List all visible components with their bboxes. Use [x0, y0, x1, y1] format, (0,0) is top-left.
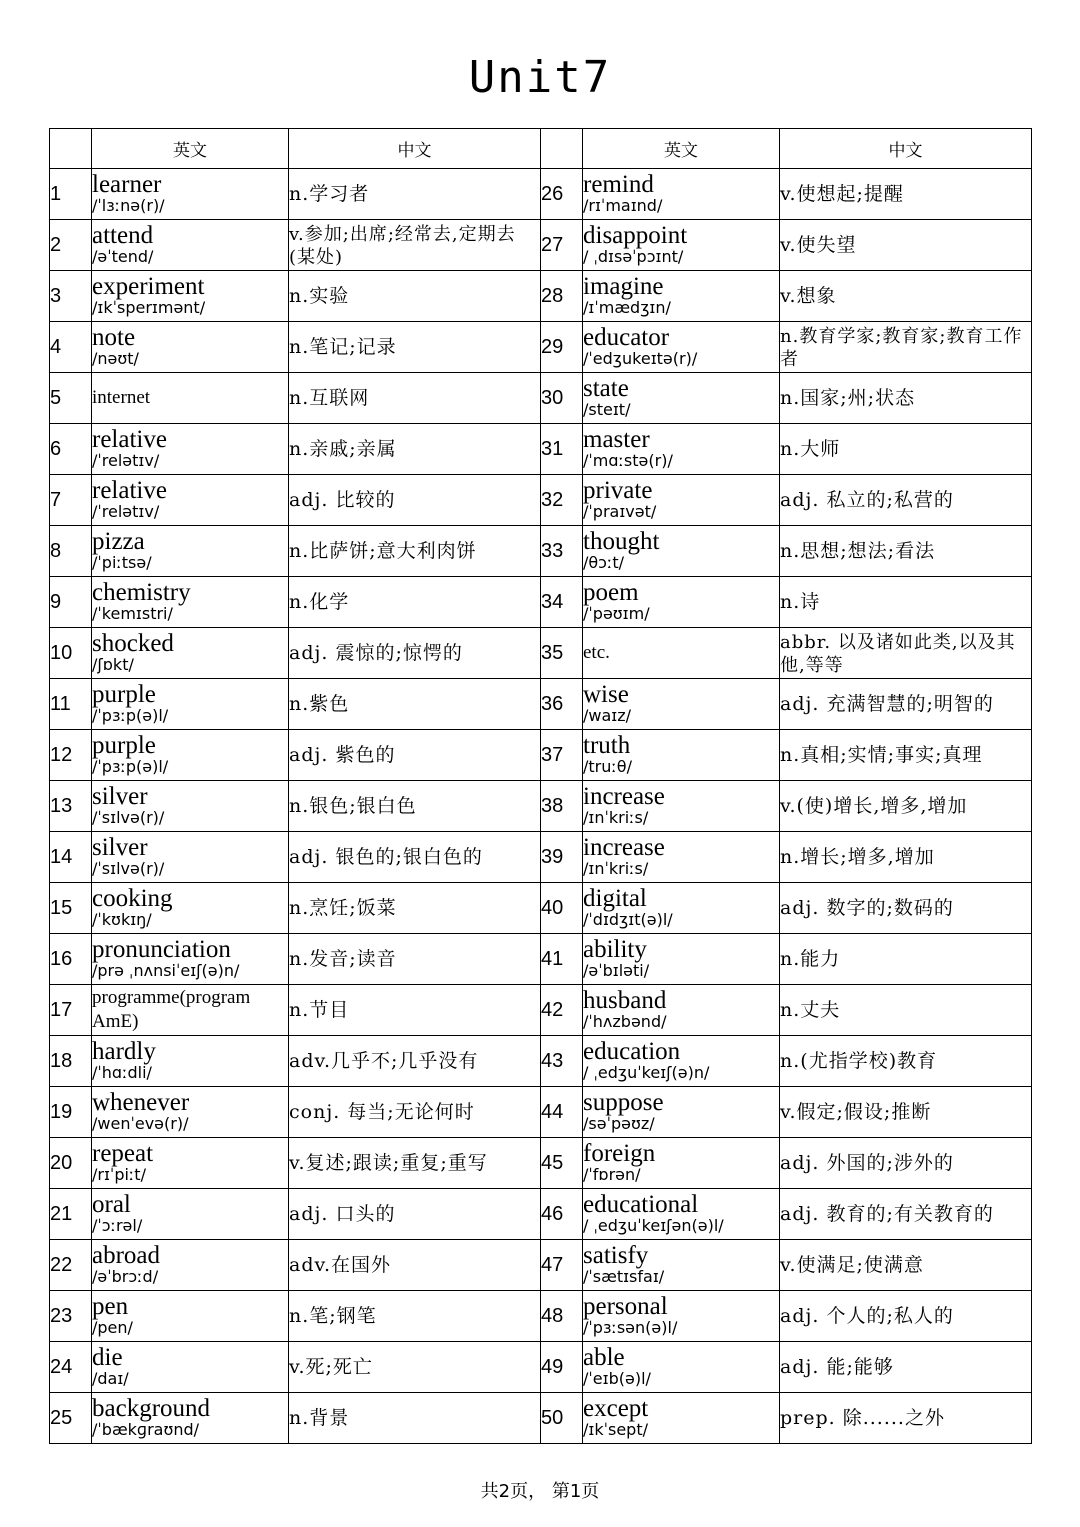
entry-word-cell	[583, 1036, 780, 1087]
entry-word: oral	[92, 1191, 131, 1218]
header-num-left	[50, 129, 92, 169]
table-row	[50, 1189, 1032, 1240]
entry-number: 28	[541, 271, 583, 322]
entry-phonetic: /ɪkˈsept/	[583, 1420, 648, 1439]
entry-word: poem	[583, 579, 639, 606]
entry-meaning: n.背景	[289, 1393, 541, 1444]
entry-word: pen	[92, 1293, 129, 1320]
entry-word-cell	[583, 628, 780, 679]
entry-phonetic: /ˈedʒukeɪtə(r)/	[583, 349, 698, 368]
entry-number: 19	[50, 1087, 92, 1138]
entry-meaning: n.亲戚;亲属	[289, 424, 541, 475]
entry-word-cell	[583, 1189, 780, 1240]
entry-number: 1	[50, 169, 92, 220]
entry-meaning: n.教育学家;教育家;教育工作者	[780, 322, 1032, 373]
table-row	[50, 475, 1032, 526]
entry-word-cell	[583, 220, 780, 271]
table-row	[50, 169, 1032, 220]
entry-number: 46	[541, 1189, 583, 1240]
entry-number: 41	[541, 934, 583, 985]
entry-meaning: adj. 紫色的	[289, 730, 541, 781]
entry-phonetic: /ˈpəʊɪm/	[583, 604, 650, 623]
entry-word: increase	[583, 783, 665, 810]
entry-phonetic: /ˈmɑːstə(r)/	[583, 451, 673, 470]
entry-word-cell	[583, 1393, 780, 1444]
entry-phonetic: /nəʊt/	[92, 349, 139, 368]
entry-word-cell	[92, 1240, 289, 1291]
entry-word: abroad	[92, 1242, 161, 1269]
table-row	[50, 985, 1032, 1036]
entry-phonetic: /ˈdɪdʒɪt(ə)l/	[583, 910, 673, 929]
entry-word-cell	[583, 577, 780, 628]
entry-word-cell	[92, 475, 289, 526]
entry-number: 50	[541, 1393, 583, 1444]
entry-word-cell	[92, 373, 289, 424]
entry-word-cell	[583, 934, 780, 985]
entry-meaning: n.紫色	[289, 679, 541, 730]
entry-meaning: adj. 比较的	[289, 475, 541, 526]
entry-word-cell	[583, 475, 780, 526]
entry-meaning: n.笔;钢笔	[289, 1291, 541, 1342]
table-row	[50, 679, 1032, 730]
entry-meaning: n.思想;想法;看法	[780, 526, 1032, 577]
entry-number: 20	[50, 1138, 92, 1189]
entry-word-cell	[92, 832, 289, 883]
table-row	[50, 526, 1032, 577]
entry-phonetic: /truːθ/	[583, 757, 632, 776]
entry-word-cell	[583, 1138, 780, 1189]
entry-word-cell	[583, 781, 780, 832]
entry-number: 15	[50, 883, 92, 934]
entry-word-cell	[92, 1087, 289, 1138]
entry-phonetic: /əˈbɪləti/	[583, 961, 650, 980]
entry-word-cell	[92, 526, 289, 577]
entry-number: 35	[541, 628, 583, 679]
entry-meaning: adj. 口头的	[289, 1189, 541, 1240]
entry-number: 26	[541, 169, 583, 220]
entry-meaning: n.发音;读音	[289, 934, 541, 985]
entry-number: 43	[541, 1036, 583, 1087]
entry-meaning: prep. 除......之外	[780, 1393, 1032, 1444]
entry-word: imagine	[583, 273, 664, 300]
table-row	[50, 424, 1032, 475]
entry-word-cell	[92, 628, 289, 679]
entry-phonetic: /ˈpɜːp(ə)l/	[92, 706, 169, 725]
entry-meaning: adj. 个人的;私人的	[780, 1291, 1032, 1342]
entry-meaning: n.学习者	[289, 169, 541, 220]
entry-number: 4	[50, 322, 92, 373]
entry-word: thought	[583, 528, 660, 555]
entry-meaning: conj. 每当;无论何时	[289, 1087, 541, 1138]
entry-word: background	[92, 1395, 211, 1422]
entry-word-cell	[583, 1342, 780, 1393]
entry-phonetic: /ˈɔːrəl/	[92, 1216, 143, 1235]
entry-word: internet	[92, 387, 151, 408]
table-row	[50, 577, 1032, 628]
entry-meaning: v.使满足;使满意	[780, 1240, 1032, 1291]
entry-word-cell	[583, 526, 780, 577]
entry-word: whenever	[92, 1089, 190, 1116]
entry-phonetic: /wenˈevə(r)/	[92, 1114, 189, 1133]
entry-word-cell	[583, 679, 780, 730]
entry-phonetic: /ɪnˈkriːs/	[583, 859, 649, 878]
entry-meaning: adj. 能;能够	[780, 1342, 1032, 1393]
entry-number: 31	[541, 424, 583, 475]
entry-meaning: v.(使)增长,增多,增加	[780, 781, 1032, 832]
table-row	[50, 271, 1032, 322]
entry-meaning: n.(尤指学校)教育	[780, 1036, 1032, 1087]
entry-phonetic: /ˈpɜːsən(ə)l/	[583, 1318, 678, 1337]
entry-number: 6	[50, 424, 92, 475]
entry-word: foreign	[583, 1140, 656, 1167]
table-row	[50, 220, 1032, 271]
entry-word-cell	[583, 424, 780, 475]
entry-phonetic: /ˈpɜːp(ə)l/	[92, 757, 169, 776]
entry-meaning: adj. 教育的;有关教育的	[780, 1189, 1032, 1240]
table-row	[50, 1240, 1032, 1291]
table-row	[50, 628, 1032, 679]
entry-phonetic: /səˈpəʊz/	[583, 1114, 655, 1133]
entry-phonetic: / ˌedʒuˈkeɪʃ(ə)n/	[583, 1063, 710, 1082]
header-chinese-right: 中文	[780, 129, 1032, 169]
entry-word-cell	[92, 271, 289, 322]
entry-word: hardly	[92, 1038, 156, 1065]
table-row	[50, 934, 1032, 985]
entry-word: satisfy	[583, 1242, 649, 1269]
entry-meaning: v.使想起;提醒	[780, 169, 1032, 220]
entry-word: truth	[583, 732, 631, 759]
entry-meaning: n.节目	[289, 985, 541, 1036]
entry-meaning: n.国家;州;状态	[780, 373, 1032, 424]
entry-word-cell	[92, 1393, 289, 1444]
entry-phonetic: /ˈlɜːnə(r)/	[92, 196, 165, 215]
entry-word: purple	[92, 681, 156, 708]
entry-phonetic: /ˈkemɪstri/	[92, 604, 173, 623]
table-row	[50, 883, 1032, 934]
entry-meaning: v.参加;出席;经常去,定期去(某处)	[289, 220, 541, 271]
entry-word: state	[583, 375, 629, 402]
entry-word-cell	[583, 1087, 780, 1138]
entry-word-cell	[583, 322, 780, 373]
header-row	[50, 129, 1032, 169]
entry-word: relative	[92, 477, 167, 504]
entry-word-cell	[583, 730, 780, 781]
entry-meaning: v.假定;假设;推断	[780, 1087, 1032, 1138]
entry-meaning: n.实验	[289, 271, 541, 322]
entry-phonetic: /ʃɒkt/	[92, 655, 134, 674]
entry-number: 17	[50, 985, 92, 1036]
entry-number: 40	[541, 883, 583, 934]
table-row	[50, 373, 1032, 424]
entry-word: purple	[92, 732, 156, 759]
entry-word: ability	[583, 936, 647, 963]
entry-number: 36	[541, 679, 583, 730]
entry-meaning: adj. 银色的;银白色的	[289, 832, 541, 883]
entry-word: etc.	[583, 642, 610, 663]
entry-word: digital	[583, 885, 647, 912]
entry-word-cell	[583, 832, 780, 883]
entry-meaning: adj. 震惊的;惊愕的	[289, 628, 541, 679]
entry-word: personal	[583, 1293, 668, 1320]
entry-word-cell	[92, 1189, 289, 1240]
entry-phonetic: /daɪ/	[92, 1369, 129, 1388]
vocabulary-table	[49, 128, 1032, 1444]
entry-phonetic: /ˈpiːtsə/	[92, 553, 152, 572]
entry-number: 33	[541, 526, 583, 577]
entry-phonetic: /waɪz/	[583, 706, 632, 725]
entry-word: repeat	[92, 1140, 154, 1167]
entry-number: 23	[50, 1291, 92, 1342]
header-english-right: 英文	[583, 129, 780, 169]
table-row	[50, 1138, 1032, 1189]
entry-word: attend	[92, 222, 154, 249]
entry-number: 27	[541, 220, 583, 271]
table-row	[50, 1036, 1032, 1087]
entry-phonetic: /əˈtend/	[92, 247, 154, 266]
entry-phonetic: /pen/	[92, 1318, 133, 1337]
header-english-left: 英文	[92, 129, 289, 169]
header-num-right	[541, 129, 583, 169]
entry-number: 47	[541, 1240, 583, 1291]
entry-word-cell	[92, 679, 289, 730]
entry-meaning: v.使失望	[780, 220, 1032, 271]
entry-number: 7	[50, 475, 92, 526]
entry-meaning: v.想象	[780, 271, 1032, 322]
entry-word: cooking	[92, 885, 173, 912]
entry-phonetic: /θɔːt/	[583, 553, 625, 572]
entry-number: 25	[50, 1393, 92, 1444]
entry-word: pizza	[92, 528, 145, 555]
entry-phonetic: /ˈpraɪvət/	[583, 502, 657, 521]
entry-meaning: adj. 私立的;私营的	[780, 475, 1032, 526]
entry-number: 11	[50, 679, 92, 730]
entry-number: 2	[50, 220, 92, 271]
entry-phonetic: /ˈsɪlvə(r)/	[92, 859, 165, 878]
entry-meaning: n.能力	[780, 934, 1032, 985]
entry-number: 49	[541, 1342, 583, 1393]
entry-number: 9	[50, 577, 92, 628]
entry-word-cell	[583, 985, 780, 1036]
entry-word-cell	[92, 1291, 289, 1342]
entry-word: except	[583, 1395, 649, 1422]
entry-phonetic: /ˈrelətɪv/	[92, 451, 160, 470]
entry-meaning: n.真相;实情;事实;真理	[780, 730, 1032, 781]
entry-number: 48	[541, 1291, 583, 1342]
entry-meaning: n.化学	[289, 577, 541, 628]
entry-meaning: n.增长;增多,增加	[780, 832, 1032, 883]
entry-phonetic: /prə ˌnʌnsiˈeɪʃ(ə)n/	[92, 961, 240, 980]
entry-word: shocked	[92, 630, 174, 657]
entry-word: master	[583, 426, 650, 453]
entry-number: 21	[50, 1189, 92, 1240]
entry-number: 44	[541, 1087, 583, 1138]
entry-meaning: abbr. 以及诸如此类,以及其他,等等	[780, 628, 1032, 679]
entry-number: 8	[50, 526, 92, 577]
entry-meaning: adj. 充满智慧的;明智的	[780, 679, 1032, 730]
entry-word: education	[583, 1038, 681, 1065]
table-row	[50, 781, 1032, 832]
entry-number: 16	[50, 934, 92, 985]
entry-phonetic: / ˌdɪsəˈpɔɪnt/	[583, 247, 684, 266]
table-row	[50, 1291, 1032, 1342]
entry-word-cell	[92, 577, 289, 628]
entry-number: 32	[541, 475, 583, 526]
entry-number: 38	[541, 781, 583, 832]
entry-phonetic: /ˈeɪb(ə)l/	[583, 1369, 651, 1388]
entry-word: silver	[92, 834, 148, 861]
entry-number: 5	[50, 373, 92, 424]
header-chinese-left: 中文	[289, 129, 541, 169]
entry-number: 14	[50, 832, 92, 883]
entry-number: 45	[541, 1138, 583, 1189]
entry-meaning: adv.几乎不;几乎没有	[289, 1036, 541, 1087]
entry-meaning: v.复述;跟读;重复;重写	[289, 1138, 541, 1189]
entry-phonetic: /ˈfɒrən/	[583, 1165, 641, 1184]
entry-phonetic: /rɪˈpiːt/	[92, 1165, 146, 1184]
entry-word: educator	[583, 324, 670, 351]
entry-meaning: n.丈夫	[780, 985, 1032, 1036]
entry-word: disappoint	[583, 222, 688, 249]
entry-phonetic: /ɪnˈkriːs/	[583, 808, 649, 827]
entry-phonetic: /ɪkˈsperɪmənt/	[92, 298, 206, 317]
entry-number: 30	[541, 373, 583, 424]
entry-meaning: adj. 数字的;数码的	[780, 883, 1032, 934]
entry-phonetic: /rɪˈmaɪnd/	[583, 196, 663, 215]
table-row	[50, 832, 1032, 883]
entry-word: educational	[583, 1191, 699, 1218]
entry-phonetic: /ˈsɪlvə(r)/	[92, 808, 165, 827]
entry-word-cell	[92, 322, 289, 373]
entry-word-cell	[92, 424, 289, 475]
table-row	[50, 1393, 1032, 1444]
entry-word-cell	[92, 934, 289, 985]
entry-word-cell	[583, 1291, 780, 1342]
table-row	[50, 1342, 1032, 1393]
entry-number: 3	[50, 271, 92, 322]
entry-phonetic: /ɪˈmædʒɪn/	[583, 298, 671, 317]
entry-word: private	[583, 477, 653, 504]
entry-word: able	[583, 1344, 625, 1371]
entry-meaning: n.笔记;记录	[289, 322, 541, 373]
entry-number: 29	[541, 322, 583, 373]
entry-word: husband	[583, 987, 667, 1014]
entry-phonetic: /steɪt/	[583, 400, 631, 419]
entry-meaning: n.互联网	[289, 373, 541, 424]
entry-word-cell	[583, 271, 780, 322]
entry-word: relative	[92, 426, 167, 453]
entry-word: suppose	[583, 1089, 664, 1116]
entry-meaning: n.烹饪;饭菜	[289, 883, 541, 934]
entry-phonetic: /əˈbrɔːd/	[92, 1267, 159, 1286]
entry-meaning: n.比萨饼;意大利肉饼	[289, 526, 541, 577]
entry-word: silver	[92, 783, 148, 810]
entry-word: pronunciation	[92, 936, 231, 963]
table-row	[50, 1087, 1032, 1138]
entry-word: wise	[583, 681, 629, 708]
table-row	[50, 730, 1032, 781]
entry-word-cell	[92, 730, 289, 781]
entry-meaning: n.银色;银白色	[289, 781, 541, 832]
entry-word-cell	[92, 1036, 289, 1087]
entry-number: 22	[50, 1240, 92, 1291]
entry-word: note	[92, 324, 136, 351]
entry-phonetic: /ˈbækɡraʊnd/	[92, 1420, 200, 1439]
entry-word-cell	[583, 373, 780, 424]
entry-word-cell	[92, 781, 289, 832]
entry-word: increase	[583, 834, 665, 861]
entry-phonetic: /ˈhɑːdli/	[92, 1063, 152, 1082]
entry-number: 37	[541, 730, 583, 781]
entry-phonetic: /ˈsætɪsfaɪ/	[583, 1267, 665, 1286]
entry-word-cell	[583, 1240, 780, 1291]
entry-number: 34	[541, 577, 583, 628]
entry-meaning: n.大师	[780, 424, 1032, 475]
page-title: Unit7	[468, 52, 612, 103]
entry-word-cell	[92, 883, 289, 934]
entry-word: learner	[92, 171, 162, 198]
entry-number: 13	[50, 781, 92, 832]
entry-number: 42	[541, 985, 583, 1036]
page-footer: 共2页， 第1页	[480, 1481, 600, 1502]
entry-phonetic: /ˈhʌzbənd/	[583, 1012, 667, 1031]
entry-word-cell	[92, 220, 289, 271]
entry-word: chemistry	[92, 579, 191, 606]
entry-number: 24	[50, 1342, 92, 1393]
entry-word-cell	[92, 985, 289, 1036]
entry-word: remind	[583, 171, 654, 198]
entry-meaning: n.诗	[780, 577, 1032, 628]
entry-phonetic: / ˌedʒuˈkeɪʃən(ə)l/	[583, 1216, 724, 1235]
entry-number: 10	[50, 628, 92, 679]
entry-number: 12	[50, 730, 92, 781]
entry-phonetic: /ˈkʊkɪŋ/	[92, 910, 152, 929]
entry-number: 39	[541, 832, 583, 883]
entry-meaning: v.死;死亡	[289, 1342, 541, 1393]
entry-word-cell	[92, 169, 289, 220]
entry-word-cell	[583, 883, 780, 934]
table-row	[50, 322, 1032, 373]
entry-word: experiment	[92, 273, 205, 300]
entry-word: programme(program AmE)	[92, 987, 251, 1032]
entry-word-cell	[92, 1138, 289, 1189]
entry-word-cell	[92, 1342, 289, 1393]
entry-word-cell	[583, 169, 780, 220]
entry-meaning: adv.在国外	[289, 1240, 541, 1291]
entry-number: 18	[50, 1036, 92, 1087]
entry-phonetic: /ˈrelətɪv/	[92, 502, 160, 521]
entry-meaning: adj. 外国的;涉外的	[780, 1138, 1032, 1189]
entry-word: die	[92, 1344, 123, 1371]
